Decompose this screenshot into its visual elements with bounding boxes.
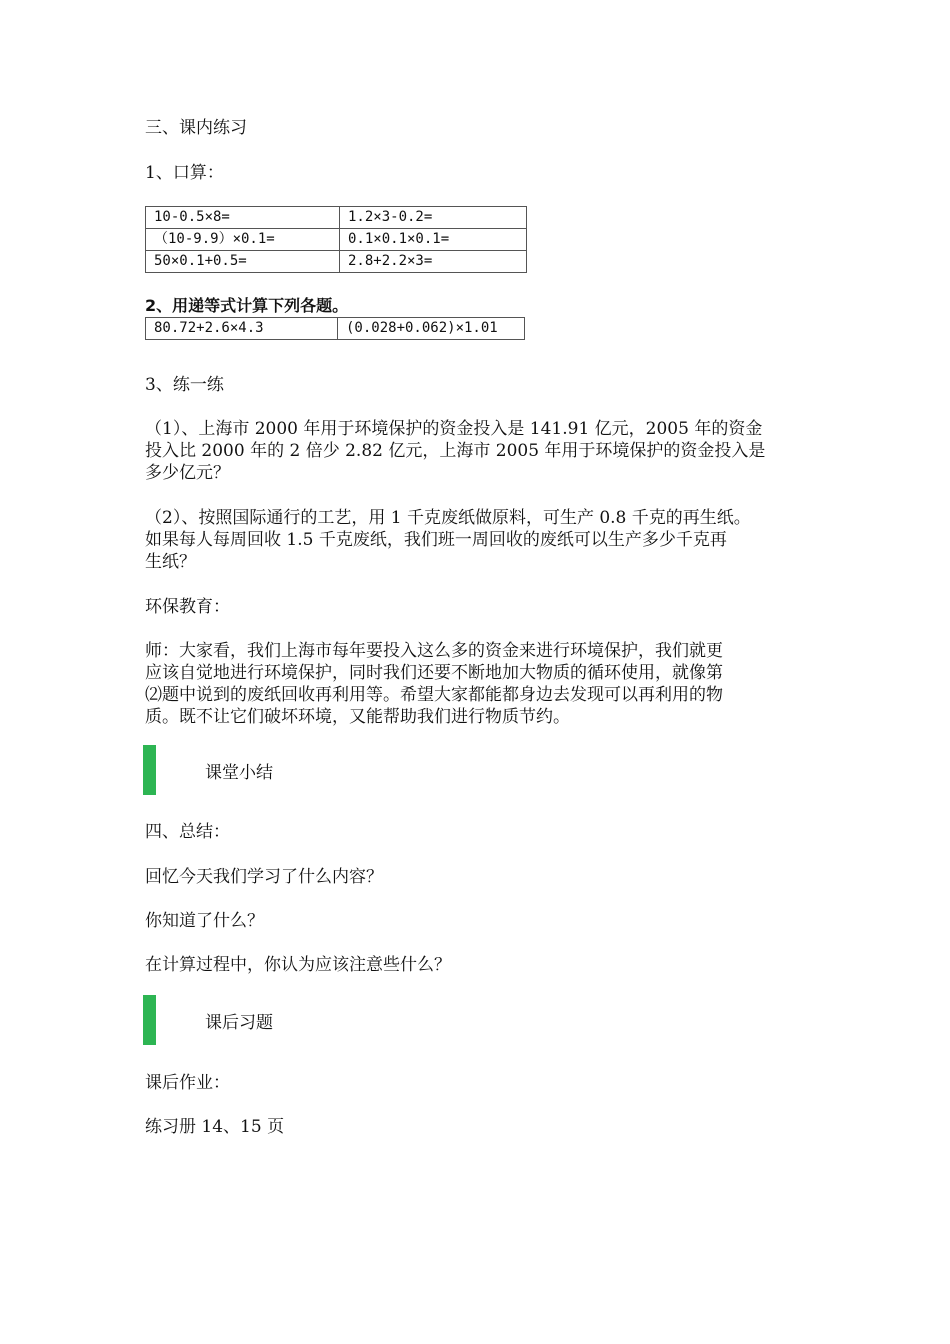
problem-2-line: 生纸？ <box>145 552 196 572</box>
section-label-summary: 课堂小结 <box>205 763 273 783</box>
homework-title: 课后作业： <box>145 1073 230 1093</box>
section-label-homework: 课后习题 <box>205 1013 273 1033</box>
oral-calc-title: 1、口算： <box>145 163 224 183</box>
table-row <box>146 318 525 340</box>
table-cell: 50×0.1+0.5= <box>146 251 340 273</box>
teacher-remarks-line: 质。既不让它们破坏环境，又能帮助我们进行物质节约。 <box>145 707 570 727</box>
summary-question: 在计算过程中，你认为应该注意些什么？ <box>145 955 451 975</box>
problem-1-line: 投入比 2000 年的 2 倍少 2.82 亿元，上海市 2005 年用于环境保护的资金投入是 <box>145 441 766 461</box>
table-cell: 1.2×3-0.2= <box>340 207 527 229</box>
problem-2-line: 如果每人每周回收 1.5 千克废纸，我们班一周回收的废纸可以生产多少千克再 <box>145 530 727 550</box>
teacher-remarks <box>145 640 810 728</box>
heading-practice: 三、课内练习 <box>145 118 247 138</box>
table-cell: 2.8+2.2×3= <box>340 251 527 273</box>
table-row <box>146 251 527 273</box>
oral-calc-table <box>145 206 527 273</box>
homework-text: 练习册 14、15 页 <box>145 1117 285 1137</box>
table-row <box>146 229 527 251</box>
problem-1-line: 多少亿元？ <box>145 463 230 483</box>
table-cell: (0.028+0.062)×1.01 <box>338 318 525 340</box>
problem-2 <box>145 507 810 573</box>
heading-summary: 四、总结： <box>145 822 230 842</box>
problem-1-line: （1）、上海市 2000 年用于环境保护的资金投入是 141.91 亿元，2005 年的资金 <box>145 419 763 439</box>
table-cell: 10-0.5×8= <box>146 207 340 229</box>
stepwise-calc-title: 2、用递等式计算下列各题。 <box>145 296 349 315</box>
teacher-remarks-line: 应该自觉地进行环境保护，同时我们还要不断地加大物质的循环使用，就像第 <box>145 663 723 683</box>
problem-2-line: （2）、按照国际通行的工艺，用 1 千克废纸做原料，可生产 0.8 千克的再生纸。 <box>145 508 751 528</box>
practice-title: 3、练一练 <box>145 375 224 395</box>
table-cell: （10-9.9）×0.1= <box>146 229 340 251</box>
summary-question: 回忆今天我们学习了什么内容？ <box>145 867 383 887</box>
table-cell: 0.1×0.1×0.1= <box>340 229 527 251</box>
problem-1 <box>145 418 810 484</box>
env-education-title: 环保教育： <box>145 597 230 617</box>
teacher-remarks-line: ⑵题中说到的废纸回收再利用等。希望大家都能都身边去发现可以再利用的物 <box>145 685 723 705</box>
section-marker-bar <box>143 745 156 795</box>
section-marker-bar <box>143 995 156 1045</box>
teacher-remarks-line: 师：大家看，我们上海市每年要投入这么多的资金来进行环境保护，我们就更 <box>145 641 723 661</box>
summary-question: 你知道了什么？ <box>145 911 264 931</box>
stepwise-calc-table <box>145 317 525 340</box>
table-row <box>146 207 527 229</box>
table-cell: 80.72+2.6×4.3 <box>146 318 338 340</box>
